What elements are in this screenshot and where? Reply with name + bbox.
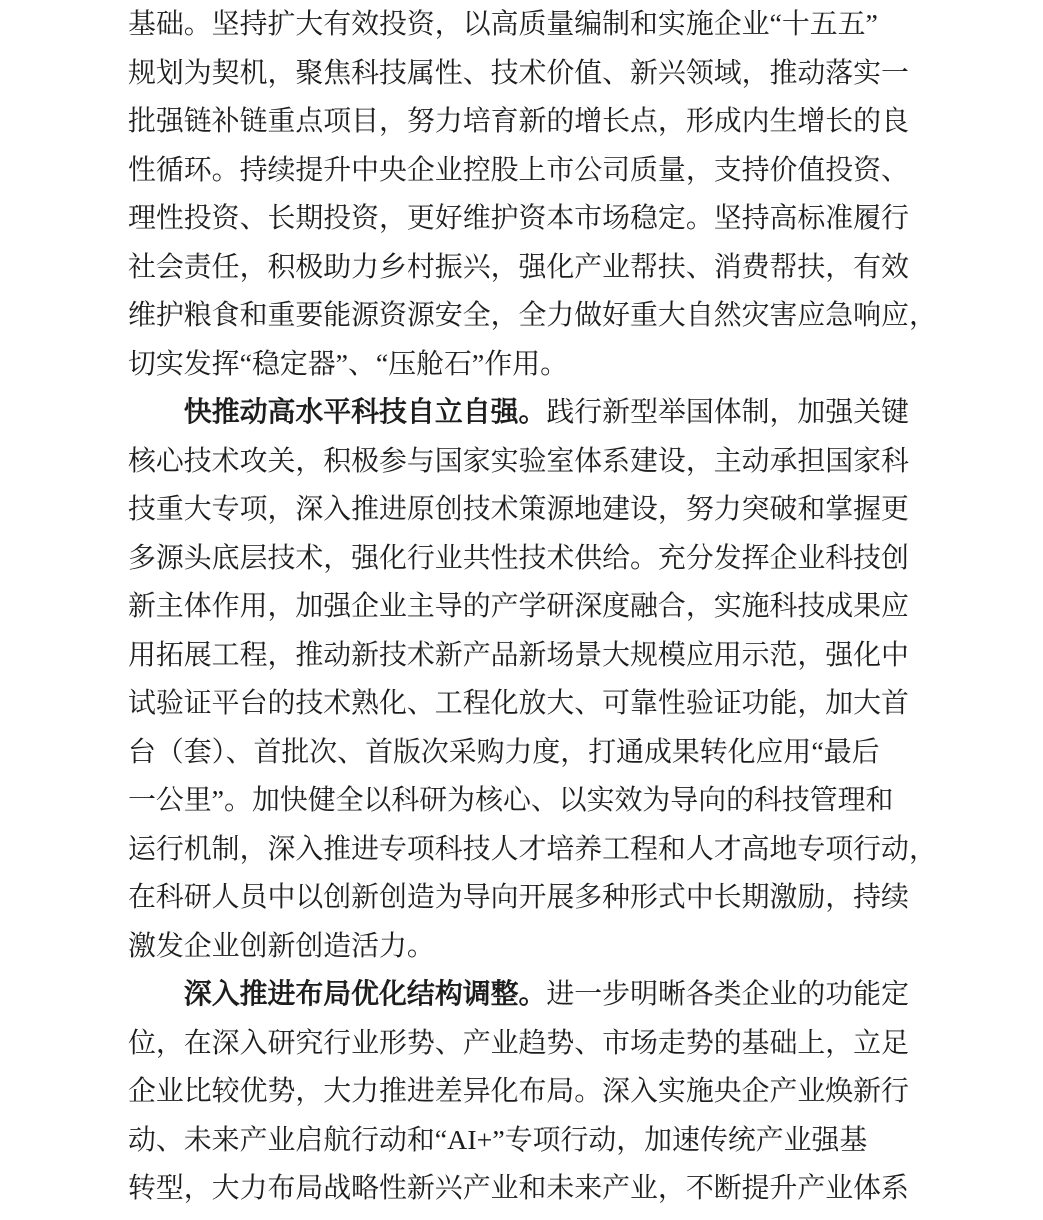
body-text: 理性投资、长期投资，更好维护资本市场稳定。坚持高标准履行 <box>128 203 909 234</box>
text-line <box>128 389 913 438</box>
text-line <box>128 971 913 1020</box>
body-text: 转型，大力布局战略性新兴产业和未来产业，不断提升产业体系 <box>128 1173 909 1204</box>
text-line <box>128 244 913 293</box>
text-line <box>128 1117 913 1166</box>
body-text: 位，在深入研究行业形势、产业趋势、市场走势的基础上，立足 <box>128 1027 909 1059</box>
body-text: 动、未来产业启航行动和“AI+”专项行动，加速传统产业强基 <box>128 1124 868 1156</box>
text-line <box>128 147 913 196</box>
body-text: 社会责任，积极助力乡村振兴，强化产业帮扶、消费帮扶，有效 <box>128 251 909 283</box>
text-line <box>128 98 913 147</box>
text-line <box>128 438 913 487</box>
text-line <box>128 777 913 826</box>
text-line <box>128 1020 913 1069</box>
body-text: 用拓展工程，推动新技术新产品新场景大规模应用示范，强化中 <box>128 639 909 671</box>
text-line <box>128 583 913 632</box>
body-text: 基础。坚持扩大有效投资，以高质量编制和实施企业“十五五” <box>128 9 878 40</box>
body-text: 在科研人员中以创新创造为导向开展多种形式中长期激励，持续 <box>128 882 909 913</box>
text-line <box>128 1068 913 1117</box>
text-line <box>128 1 913 50</box>
body-text: 进一步明晰各类企业的功能定 <box>546 979 909 1010</box>
text-line <box>128 486 913 535</box>
text-line <box>128 341 913 390</box>
text-line <box>128 680 913 729</box>
text-line <box>128 195 913 244</box>
body-text: 性循环。持续提升中央企业控股上市公司质量，支持价值投资、 <box>128 154 909 186</box>
body-text: 试验证平台的技术熟化、工程化放大、可靠性验证功能，加大首 <box>128 688 909 719</box>
text-line <box>128 632 913 681</box>
body-text: 企业比较优势，大力推进差异化布局。深入实施央企产业焕新行 <box>128 1076 909 1107</box>
section-heading-text: 深入推进布局优化结构调整。 <box>183 979 547 1010</box>
text-line <box>128 923 913 972</box>
body-text: 践行新型举国体制，加强关键 <box>546 397 909 428</box>
text-line <box>128 292 937 341</box>
section-heading-text: 快推动高水平科技自立自强。 <box>183 397 547 428</box>
body-text: 批强链补链重点项目，努力培育新的增长点，形成内生增长的良 <box>128 106 909 137</box>
text-line <box>128 535 913 584</box>
body-text: 技重大专项，深入推进原创技术策源地建设，努力突破和掌握更 <box>128 494 909 525</box>
body-text: 维护粮食和重要能源资源安全，全力做好重大自然灾害应急响应， <box>128 300 937 331</box>
text-line <box>128 826 937 875</box>
body-text: 多源头底层技术，强化行业共性技术供给。充分发挥企业科技创 <box>128 542 909 574</box>
text-line <box>128 729 913 778</box>
body-text: 核心技术攻关，积极参与国家实验室体系建设，主动承担国家科 <box>128 445 909 477</box>
body-text: 运行机制，深入推进专项科技人才培养工程和人才高地专项行动， <box>128 833 937 865</box>
text-line <box>128 1165 913 1214</box>
text-line <box>128 50 913 99</box>
body-text: 一公里”。加快健全以科研为核心、以实效为导向的科技管理和 <box>128 785 894 816</box>
document-text-block <box>128 1 937 1214</box>
body-text: 新主体作用，加强企业主导的产学研深度融合，实施科技成果应 <box>128 591 909 622</box>
body-text: 激发企业创新创造活力。 <box>128 930 435 962</box>
body-text: 规划为契机，聚焦科技属性、技术价值、新兴领域，推动落实一 <box>128 57 909 89</box>
text-line <box>128 874 913 923</box>
body-text: 台（套）、首批次、首版次采购力度，打通成果转化应用“最后 <box>128 736 880 768</box>
body-text: 切实发挥“稳定器”、“压舱石”作用。 <box>128 348 568 380</box>
